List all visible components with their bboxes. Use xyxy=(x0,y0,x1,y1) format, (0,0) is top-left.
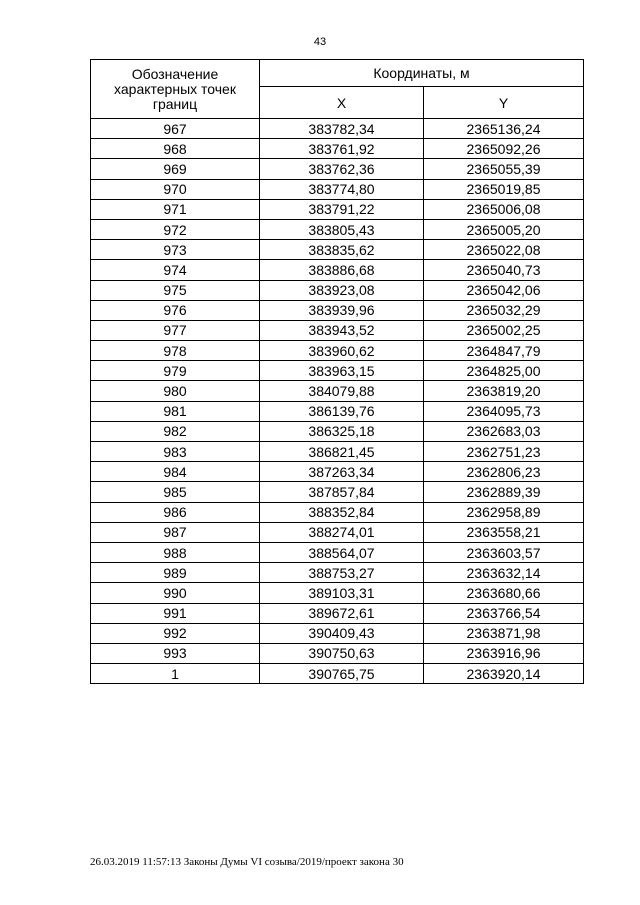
point-cell: 992 xyxy=(91,623,260,643)
table-row xyxy=(91,462,584,482)
table-row xyxy=(91,199,584,219)
x-cell: 383939,96 xyxy=(260,300,424,320)
point-cell: 993 xyxy=(91,643,260,663)
y-cell: 2362889,39 xyxy=(424,482,584,502)
point-cell: 984 xyxy=(91,462,260,482)
y-cell: 2364825,00 xyxy=(424,361,584,381)
x-cell: 387857,84 xyxy=(260,482,424,502)
y-cell: 2363916,96 xyxy=(424,643,584,663)
y-cell: 2365002,25 xyxy=(424,320,584,340)
x-cell: 383886,68 xyxy=(260,260,424,280)
point-cell: 970 xyxy=(91,179,260,199)
y-cell: 2365136,24 xyxy=(424,119,584,139)
x-cell: 389672,61 xyxy=(260,603,424,623)
y-cell: 2364095,73 xyxy=(424,401,584,421)
point-cell: 977 xyxy=(91,320,260,340)
y-cell: 2363766,54 xyxy=(424,603,584,623)
table-row xyxy=(91,381,584,401)
y-cell: 2363603,57 xyxy=(424,542,584,562)
y-cell: 2362683,03 xyxy=(424,421,584,441)
x-cell: 390765,75 xyxy=(260,664,424,684)
table-row xyxy=(91,664,584,684)
y-cell: 2363819,20 xyxy=(424,381,584,401)
table-row xyxy=(91,482,584,502)
y-cell: 2365040,73 xyxy=(424,260,584,280)
y-cell: 2364847,79 xyxy=(424,341,584,361)
x-cell: 383923,08 xyxy=(260,280,424,300)
x-cell: 388753,27 xyxy=(260,563,424,583)
y-cell: 2362806,23 xyxy=(424,462,584,482)
table-row xyxy=(91,280,584,300)
table-row xyxy=(91,341,584,361)
point-cell: 983 xyxy=(91,442,260,462)
x-cell: 383762,36 xyxy=(260,159,424,179)
x-cell: 383963,15 xyxy=(260,361,424,381)
y-column-header: Y xyxy=(424,87,584,119)
point-cell: 973 xyxy=(91,240,260,260)
table-row xyxy=(91,421,584,441)
point-cell: 982 xyxy=(91,421,260,441)
point-cell: 978 xyxy=(91,341,260,361)
y-cell: 2363680,66 xyxy=(424,583,584,603)
point-cell: 988 xyxy=(91,542,260,562)
x-cell: 383943,52 xyxy=(260,320,424,340)
y-cell: 2365022,08 xyxy=(424,240,584,260)
table-row xyxy=(91,300,584,320)
y-cell: 2363632,14 xyxy=(424,563,584,583)
table-row xyxy=(91,583,584,603)
point-cell: 971 xyxy=(91,199,260,219)
x-column-header: X xyxy=(260,87,424,119)
point-cell: 975 xyxy=(91,280,260,300)
table-row xyxy=(91,179,584,199)
point-cell: 972 xyxy=(91,219,260,239)
document-footer: 26.03.2019 11:57:13 Законы Думы VI созыва/2019/проект закона 30 xyxy=(90,856,404,868)
y-cell: 2365055,39 xyxy=(424,159,584,179)
table-row xyxy=(91,401,584,421)
point-cell: 987 xyxy=(91,522,260,542)
point-designation-header: Обозначение характерных точек границ xyxy=(91,60,260,119)
table-row xyxy=(91,320,584,340)
point-cell: 979 xyxy=(91,361,260,381)
table-row xyxy=(91,603,584,623)
point-cell: 980 xyxy=(91,381,260,401)
point-cell: 990 xyxy=(91,583,260,603)
x-cell: 389103,31 xyxy=(260,583,424,603)
point-cell: 968 xyxy=(91,139,260,159)
point-cell: 985 xyxy=(91,482,260,502)
table-row xyxy=(91,361,584,381)
x-cell: 390750,63 xyxy=(260,643,424,663)
point-cell: 989 xyxy=(91,563,260,583)
x-cell: 386325,18 xyxy=(260,421,424,441)
table-row xyxy=(91,563,584,583)
table-row xyxy=(91,139,584,159)
y-cell: 2363920,14 xyxy=(424,664,584,684)
coordinates-header: Координаты, м xyxy=(260,60,584,87)
x-cell: 386821,45 xyxy=(260,442,424,462)
table-row xyxy=(91,623,584,643)
x-cell: 386139,76 xyxy=(260,401,424,421)
point-cell: 974 xyxy=(91,260,260,280)
table-row xyxy=(91,542,584,562)
y-cell: 2363558,21 xyxy=(424,522,584,542)
point-cell: 1 xyxy=(91,664,260,684)
table-row xyxy=(91,219,584,239)
x-cell: 388352,84 xyxy=(260,502,424,522)
x-cell: 383761,92 xyxy=(260,139,424,159)
y-cell: 2362958,89 xyxy=(424,502,584,522)
table-row xyxy=(91,643,584,663)
x-cell: 383805,43 xyxy=(260,219,424,239)
point-cell: 981 xyxy=(91,401,260,421)
point-cell: 967 xyxy=(91,119,260,139)
coordinates-table xyxy=(90,59,584,684)
table-row xyxy=(91,260,584,280)
y-cell: 2365032,29 xyxy=(424,300,584,320)
table-body xyxy=(91,119,584,684)
x-cell: 383782,34 xyxy=(260,119,424,139)
x-cell: 383791,22 xyxy=(260,199,424,219)
y-cell: 2365042,06 xyxy=(424,280,584,300)
y-cell: 2362751,23 xyxy=(424,442,584,462)
x-cell: 383960,62 xyxy=(260,341,424,361)
y-cell: 2365005,20 xyxy=(424,219,584,239)
point-cell: 991 xyxy=(91,603,260,623)
y-cell: 2363871,98 xyxy=(424,623,584,643)
x-cell: 383835,62 xyxy=(260,240,424,260)
point-cell: 976 xyxy=(91,300,260,320)
table-row xyxy=(91,502,584,522)
x-cell: 388274,01 xyxy=(260,522,424,542)
y-cell: 2365092,26 xyxy=(424,139,584,159)
x-cell: 388564,07 xyxy=(260,542,424,562)
x-cell: 390409,43 xyxy=(260,623,424,643)
page-number: 43 xyxy=(313,36,327,48)
x-cell: 383774,80 xyxy=(260,179,424,199)
table-row xyxy=(91,522,584,542)
y-cell: 2365006,08 xyxy=(424,199,584,219)
x-cell: 387263,34 xyxy=(260,462,424,482)
table-row xyxy=(91,159,584,179)
point-cell: 986 xyxy=(91,502,260,522)
x-cell: 384079,88 xyxy=(260,381,424,401)
table-row xyxy=(91,119,584,139)
table-row xyxy=(91,442,584,462)
y-cell: 2365019,85 xyxy=(424,179,584,199)
table-row xyxy=(91,240,584,260)
point-cell: 969 xyxy=(91,159,260,179)
